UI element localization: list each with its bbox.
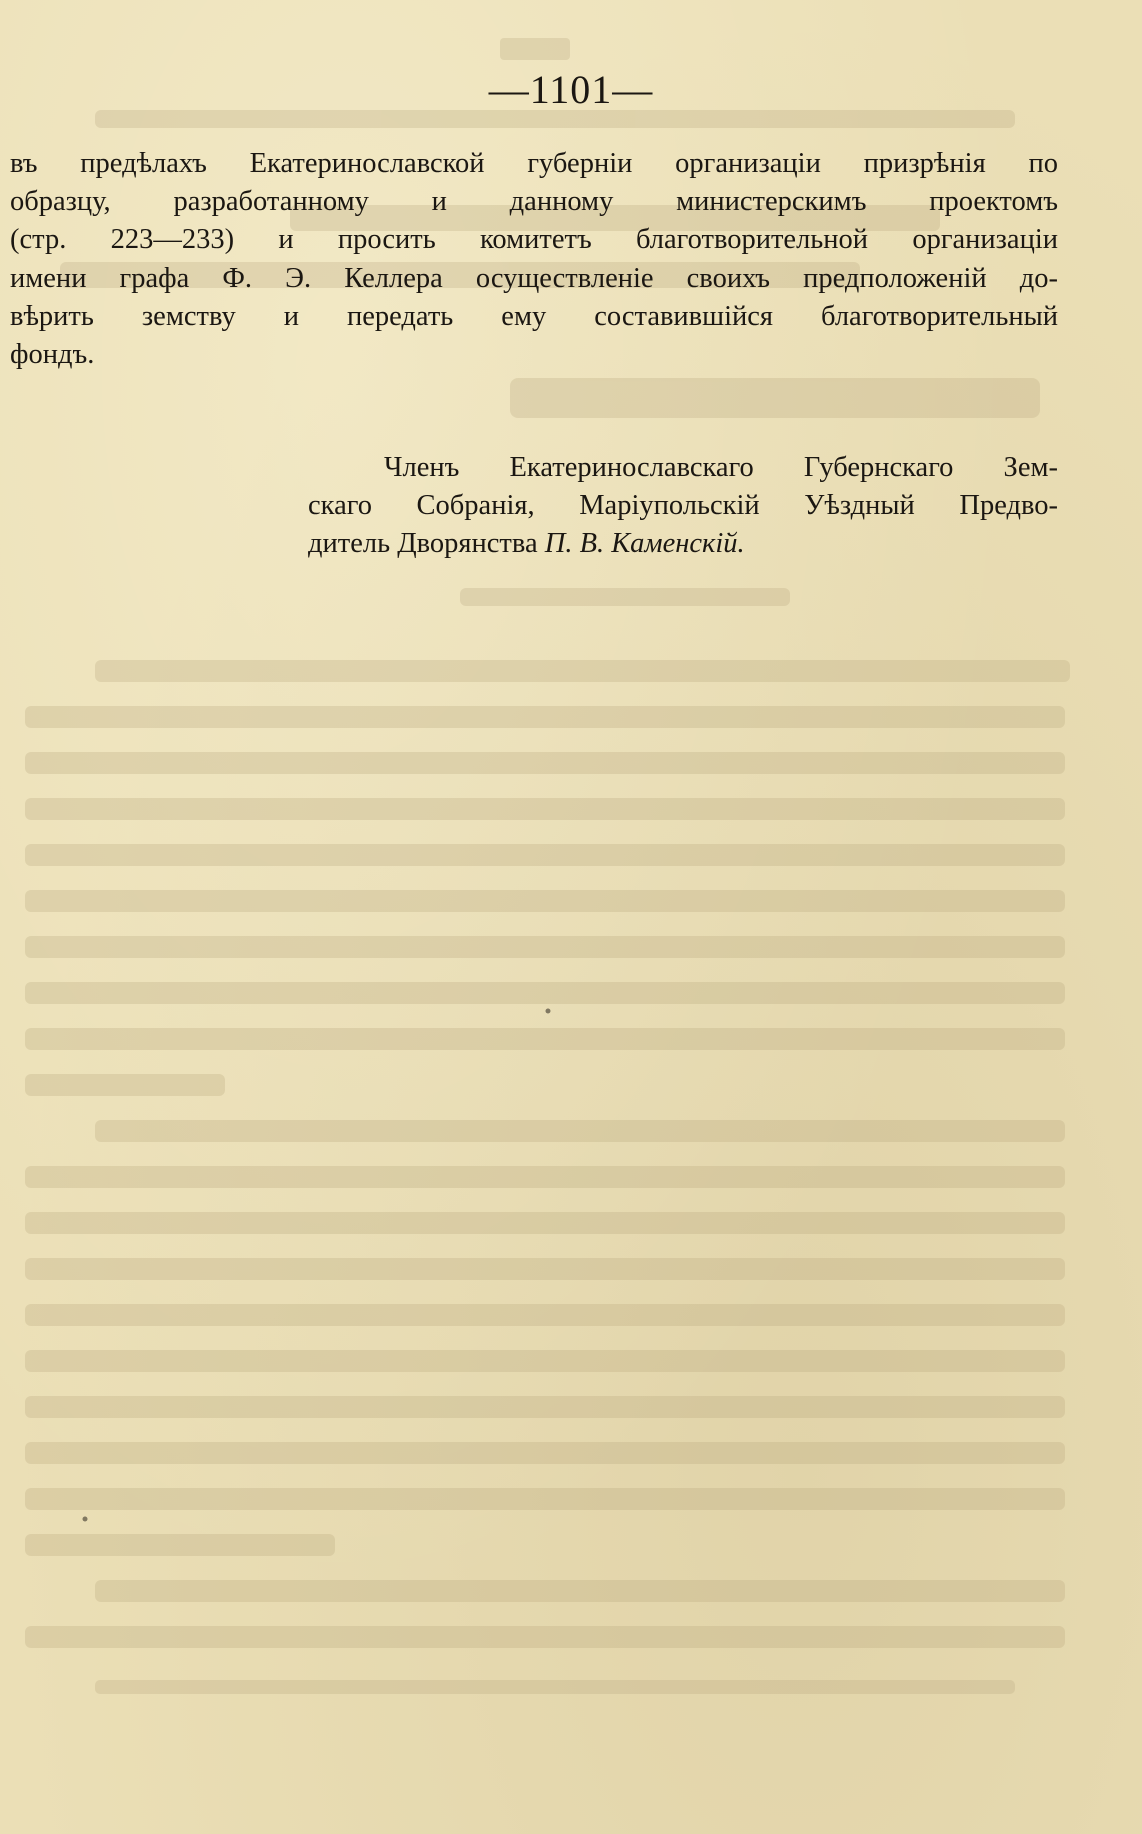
signature-line bbox=[308, 525, 1058, 563]
paragraph-line: фондъ. bbox=[10, 339, 95, 371]
paragraph-line: образцу, разработанному и данному министерскимъ проектомъ bbox=[10, 186, 1058, 218]
signature-line: Членъ Екатеринославскаго Губернскаго Зем- bbox=[384, 452, 1058, 483]
signatory-name: П. В. Каменскій. bbox=[544, 528, 745, 560]
paragraph-line: вѣрить земству и передать ему составившійся благотворительный bbox=[10, 300, 1058, 332]
paragraph-text bbox=[10, 145, 1058, 374]
page-number: —1101— bbox=[488, 67, 654, 112]
paragraph-line: имени графа Ф. Э. Келлера осуществленіе своихъ предположеній до- bbox=[10, 262, 1058, 294]
signature-line: скаго Собранія, Маріупольскій Уѣздный Предво- bbox=[308, 490, 1058, 522]
signature-block bbox=[308, 449, 1058, 564]
paragraph-line: (стр. 223—233) и просить комитетъ благотворительной организаціи bbox=[10, 224, 1058, 256]
signature-title: дитель Дворянства bbox=[308, 528, 545, 560]
paragraph-line: въ предѣлахъ Екатеринославской губерніи организаціи призрѣнія по bbox=[10, 148, 1058, 179]
